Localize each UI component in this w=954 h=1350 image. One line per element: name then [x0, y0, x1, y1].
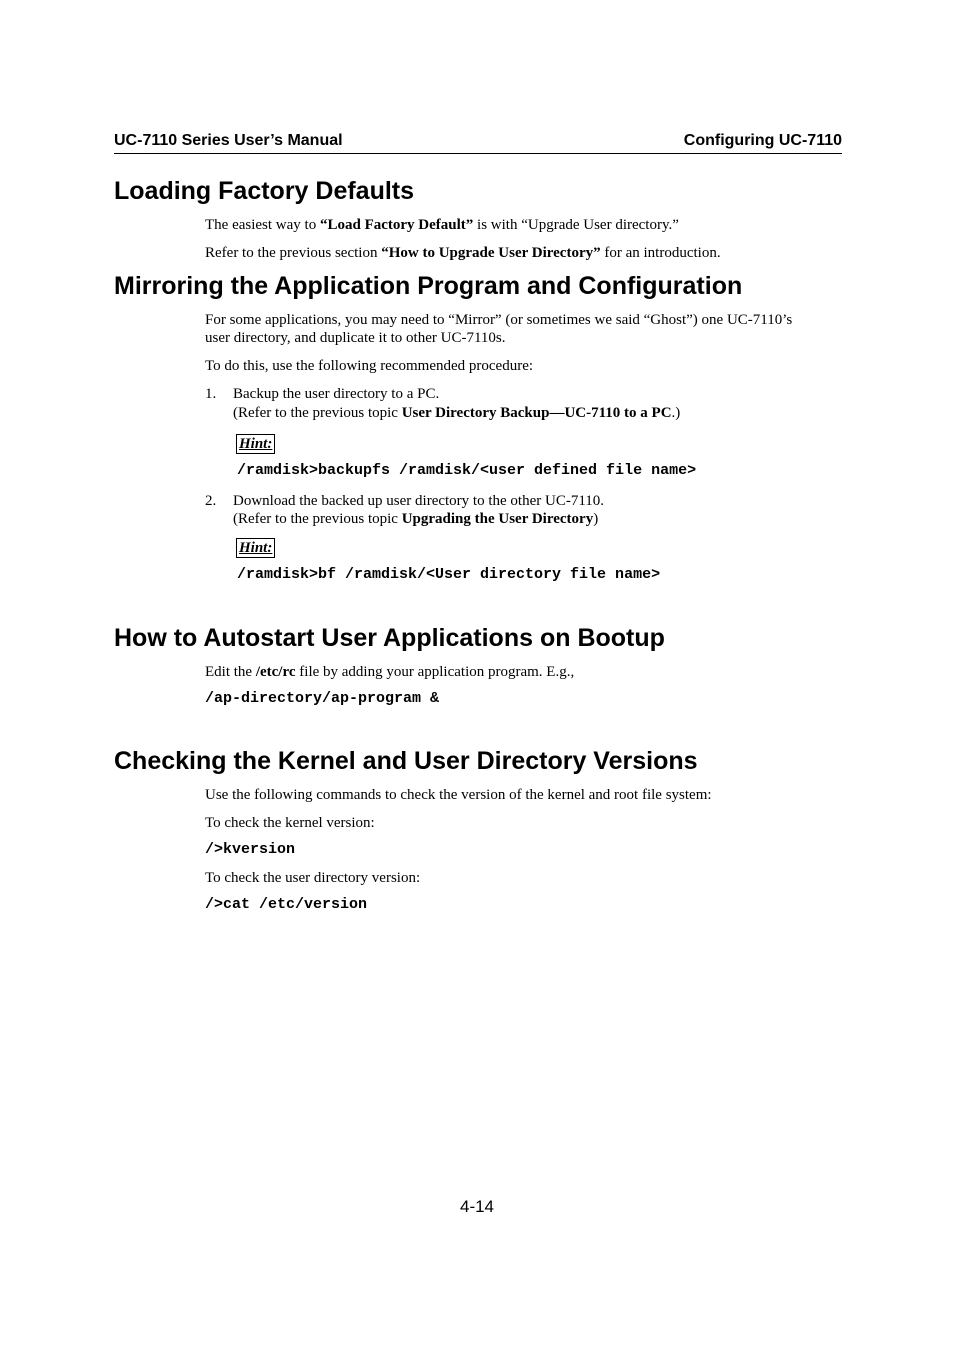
- section-heading-mirroring: Mirroring the Application Program and Configuration: [114, 272, 743, 300]
- step-2-number: 2.: [205, 493, 217, 509]
- section-heading-versions: Checking the Kernel and User Directory Versions: [114, 747, 698, 775]
- versions-paragraph-2: To check the kernel version:: [205, 815, 375, 831]
- text-run: The easiest way to: [205, 217, 320, 233]
- text-run: file by adding your application program. E.g.,: [295, 664, 575, 680]
- factory-paragraph-1: [205, 216, 679, 234]
- text-run: for an introduction.: [600, 245, 721, 261]
- text-run: .): [671, 405, 681, 421]
- autostart-paragraph: [205, 663, 574, 681]
- command-ap-program: /ap-directory/ap-program &: [205, 690, 440, 707]
- command-bf: /ramdisk>bf /ramdisk/<User directory file name>: [237, 566, 661, 583]
- step-2-line-2: [233, 510, 598, 528]
- text-run-bold: Upgrading the User Directory: [401, 511, 594, 527]
- text-run: (Refer to the previous topic: [233, 405, 402, 421]
- step-1-line-2: [233, 404, 680, 422]
- hint-box-2: [236, 538, 275, 558]
- running-header: [114, 131, 842, 154]
- command-kversion: />kversion: [205, 841, 296, 858]
- text-run: ): [593, 511, 599, 527]
- chapter-title: Configuring UC-7110: [683, 132, 842, 149]
- section-heading-autostart: How to Autostart User Applications on Bootup: [114, 624, 665, 652]
- text-run-bold: “How to Upgrade User Directory”: [381, 245, 601, 261]
- step-1-number: 1.: [205, 386, 217, 402]
- text-run: Refer to the previous section: [205, 245, 382, 261]
- text-run-bold: User Directory Backup—UC-7110 to a PC: [401, 405, 672, 421]
- step-1-line-1: Backup the user directory to a PC.: [233, 386, 440, 402]
- text-run: Edit the: [205, 664, 256, 680]
- hint-box-1: [236, 434, 275, 454]
- step-2-line-1: Download the backed up user directory to the other UC-7110.: [233, 493, 605, 509]
- manual-title: UC-7110 Series User’s Manual: [114, 132, 343, 149]
- hint-label: Hint:: [239, 540, 273, 556]
- page-number: 4-14: [459, 1197, 495, 1216]
- factory-paragraph-2: [205, 244, 721, 262]
- text-run: (Refer to the previous topic: [233, 511, 402, 527]
- mirror-paragraph-2: To do this, use the following recommended procedure:: [205, 358, 534, 374]
- text-run-bold: “Load Factory Default”: [319, 217, 474, 233]
- text-run: is with “Upgrade User directory.”: [473, 217, 679, 233]
- mirror-paragraph-1-line-1: For some applications, you may need to “Mirror” (or sometimes we said “Ghost”) one UC-7110’s: [205, 312, 793, 328]
- hint-label: Hint:: [239, 436, 273, 452]
- command-backupfs: /ramdisk>backupfs /ramdisk/<user defined file name>: [237, 462, 697, 479]
- versions-paragraph-3: To check the user directory version:: [205, 870, 421, 886]
- versions-paragraph-1: Use the following commands to check the version of the kernel and root file system:: [205, 787, 712, 803]
- mirror-paragraph-1-line-2: user directory, and duplicate it to other UC-7110s.: [205, 330, 506, 346]
- command-cat-version: />cat /etc/version: [205, 896, 368, 913]
- section-heading-factory-defaults: Loading Factory Defaults: [114, 177, 415, 205]
- text-run-bold: /etc/rc: [255, 664, 296, 680]
